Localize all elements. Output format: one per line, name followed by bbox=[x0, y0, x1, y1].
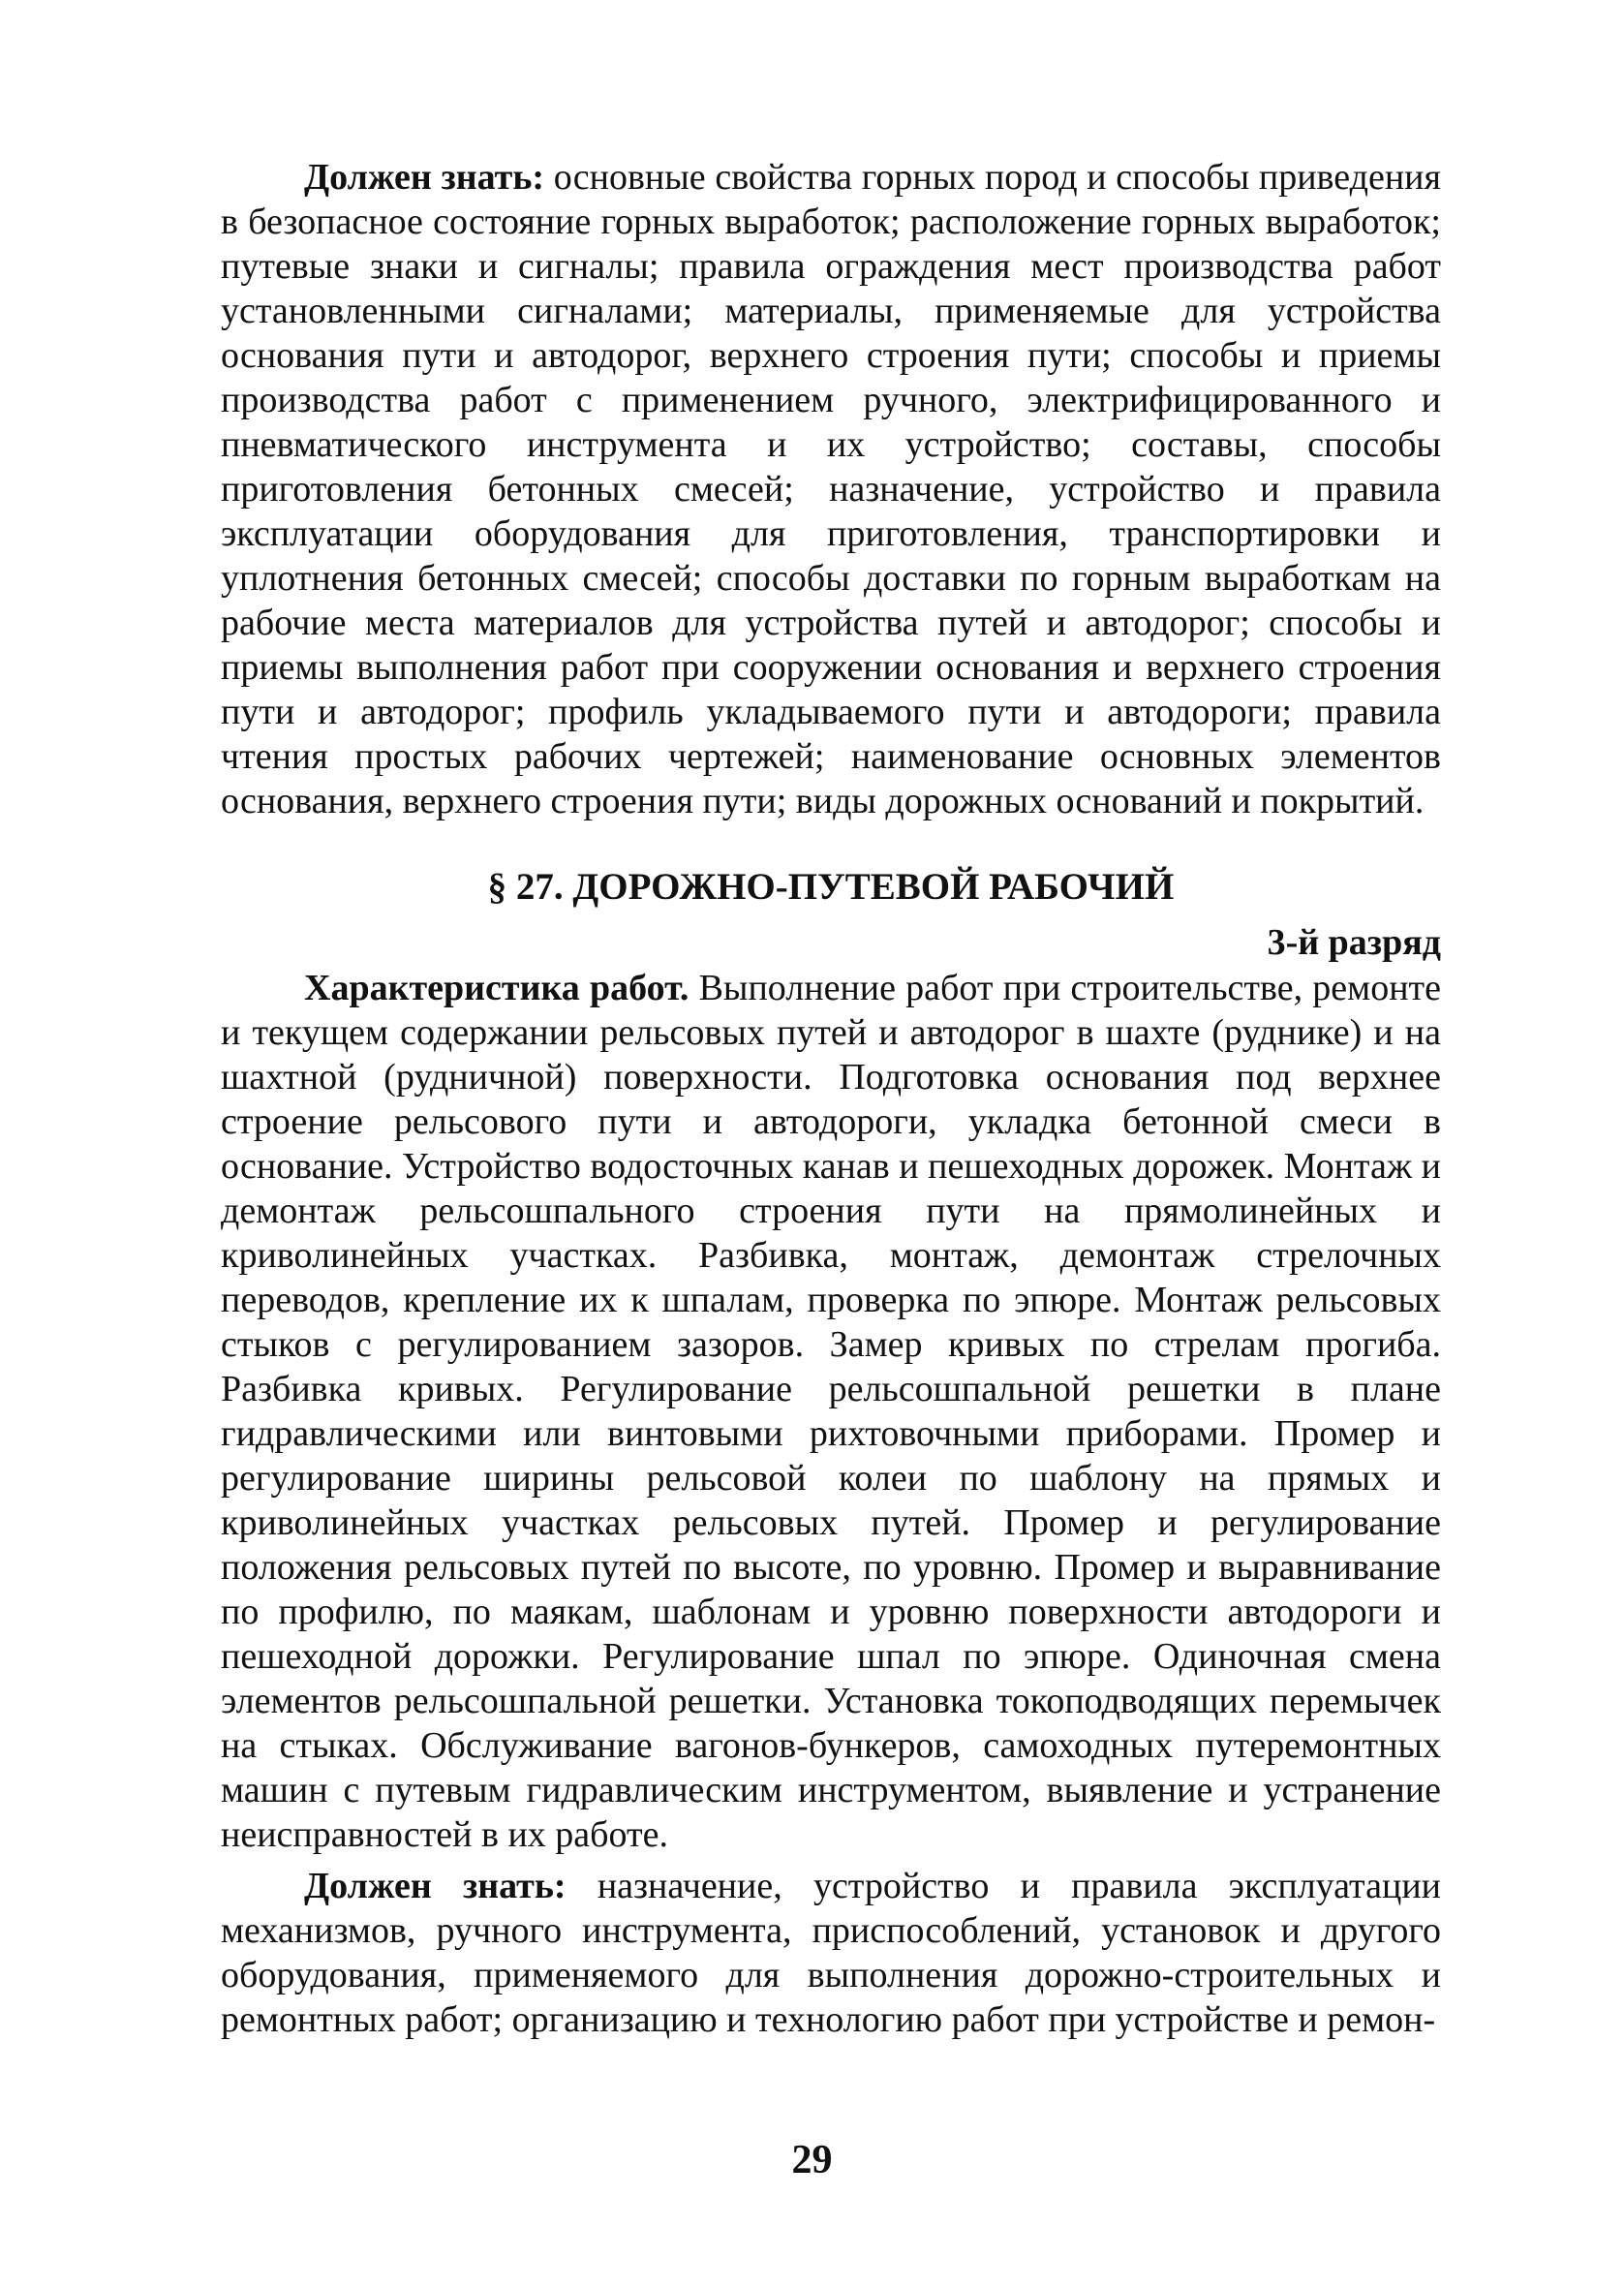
work-characteristics-paragraph bbox=[221, 966, 1441, 1857]
grade-label: 3-й разряд bbox=[1267, 922, 1441, 963]
work-characteristics-text: Выполнение работ при строительстве, ремонте и текущем содержании рельсовых путей и автодорог в шахте (руднике) и на шахтной (рудничной) поверхности. Подготовка основания под верхнее строение рельсового пути и автодороги, укладка бетонной смеси в основание. Устройство водосточных канав и пешеходных дорожек. Монтаж и демонтаж рельсошпального строения пути на прямолинейных и криволинейных участках. Разбивка, монтаж, демонтаж стрелочных переводов, крепление их к шпалам, проверка по эпюре. Монтаж рельсовых стыков с регулированием зазоров. Замер кривых по стрелам прогиба. Разбивка кривых. Регулирование рельсошпальной решетки в плане гидравлическими или винтовыми рихтовочными приборами. Промер и регулирование ширины рельсовой колеи по шаблону на прямых и криволинейных участках рельсовых путей. Промер и регулирование положения рельсовых путей по высоте, по уровню. Промер и выравнивание по профилю, по маякам, шаблонам и уровню поверхности автодороги и пешеходной дорожки. Регулирование шпал по эпюре. Одиночная смена элементов рельсошпальной решетки. Установка токоподводящих перемычек на стыках. Обслуживание вагонов-бункеров, самоходных путеремонтных машин с путевым гидравлическим инструментом, выявление и устранение неисправностей в их работе. bbox=[221, 968, 1442, 1855]
knowledge-requirements-text-2: назначение, устройство и правила эксплуатации механизмов, ручного инструмента, приспособлений, установок и другого оборудования, применяемого для выполнения дорожно-строительных и ремонтных работ; организацию и технологию работ при устройстве и ремон- bbox=[221, 1866, 1441, 2040]
knowledge-requirements-paragraph-2 bbox=[221, 1864, 1441, 2042]
knowledge-requirements-text: основные свойства горных пород и способы приведения в безопасное состояние горных выработок; расположение горных выработок; путевые знаки и сигналы; правила ограждения мест производства работ установленными сигналами; материалы, применяемые для устройства основания пути и автодорог, верхнего строения пути; способы и приемы производства работ с применением ручного, электрифицированного и пневматического инструмента и их устройство; составы, способы приготовления бетонных смесей; назначение, устройство и правила эксплуатации оборудования для приготовления, транспортировки и уплотнения бетонных смесей; способы доставки по горным выработкам на рабочие места материалов для устройства путей и автодорог; способы и приемы выполнения работ при сооружении основания и верхнего строения пути и автодорог; профиль укладываемого пути и автодороги; правила чтения простых рабочих чертежей; наименование основных элементов основания, верхнего строения пути; виды дорожных оснований и покрытий. bbox=[221, 157, 1441, 821]
work-characteristics-block bbox=[221, 966, 1441, 1857]
knowledge-requirements-paragraph bbox=[221, 155, 1441, 823]
knowledge-requirements-lead: Должен знать: bbox=[304, 157, 545, 198]
page-number: 29 bbox=[791, 2138, 833, 2182]
knowledge-requirements-lead-2: Должен знать: bbox=[304, 1866, 567, 1906]
section-heading: § 27. ДОРОЖНО-ПУТЕВОЙ РАБОЧИЙ bbox=[487, 866, 1175, 908]
knowledge-requirements-block-2 bbox=[221, 1864, 1441, 2042]
work-characteristics-lead: Характеристика работ. bbox=[304, 968, 689, 1008]
knowledge-requirements-block bbox=[221, 155, 1441, 823]
